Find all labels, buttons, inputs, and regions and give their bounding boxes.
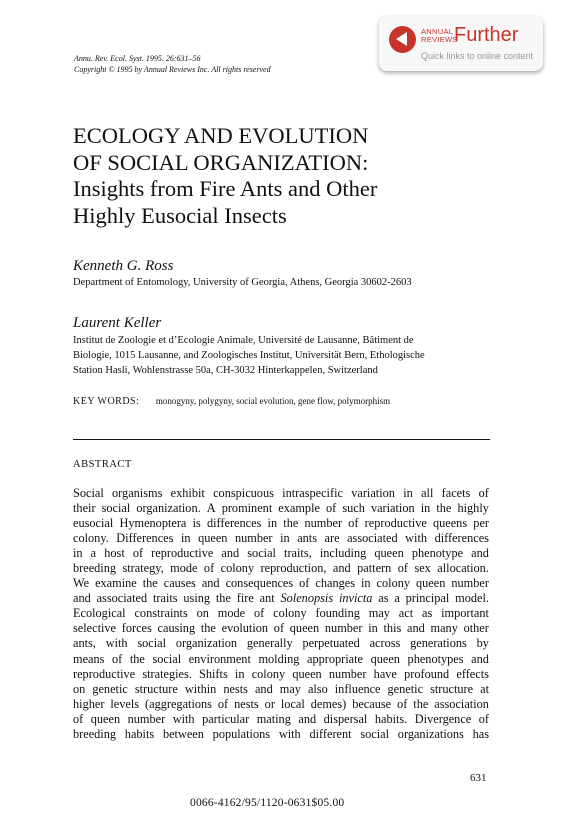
abstract-word: with	[405, 531, 428, 546]
abstract-word: or	[264, 696, 275, 711]
keywords	[73, 396, 390, 407]
abstract-word: reproductive	[73, 666, 136, 681]
abstract-word: and	[201, 576, 220, 591]
abstract-line	[73, 667, 489, 682]
abstract-word: causing	[157, 621, 196, 636]
abstract-word: exhibit	[170, 486, 205, 500]
abstract-word: social	[247, 546, 276, 561]
abstract-line	[73, 591, 489, 606]
abstract-word: the	[283, 516, 299, 531]
abstract-word: examine	[95, 576, 137, 591]
badge-tagline: Quick links to online content	[421, 51, 534, 61]
author-affiliation: Department of Entomology, University of Georgia, Athens, Georgia 30602-2603	[73, 277, 412, 288]
abstract-word: host	[104, 546, 125, 561]
abstract-word: in	[368, 621, 378, 636]
abstract-word: molding	[258, 651, 300, 666]
abstract-word: act	[398, 606, 414, 621]
abstract-word: the	[413, 696, 429, 711]
abstract-word: founding	[315, 606, 360, 621]
abstract-word: such	[342, 501, 365, 516]
abstract-word: breeding	[73, 726, 117, 741]
abstract-word: the	[436, 501, 452, 516]
abstract-word: number	[328, 666, 367, 681]
abstract-word: generations	[410, 636, 467, 651]
abstract-word: highly	[457, 501, 489, 516]
abstract-word: of	[348, 516, 359, 531]
abstract-word: and	[471, 546, 489, 561]
abstract-word: may	[368, 606, 390, 621]
abstract-word: associated	[347, 531, 398, 546]
abstract-word: of	[478, 711, 489, 726]
article-title	[73, 123, 493, 229]
abstract-word: social	[137, 636, 167, 651]
abstract-word: colony	[251, 666, 286, 681]
abstract-word: Differences	[116, 531, 174, 546]
author-name: Laurent Keller	[73, 315, 162, 331]
abstract-word: and	[221, 546, 240, 561]
abstract-word: ants,	[73, 636, 96, 651]
play-arrow-icon	[389, 26, 416, 53]
abstract-word: in	[403, 486, 413, 500]
abstract-word: constraints	[134, 606, 188, 621]
abstract-word: genetic	[92, 681, 128, 696]
abstract-word: and	[254, 681, 273, 696]
abstract-word: habits	[124, 726, 155, 741]
abstract-word: queen	[198, 531, 228, 546]
abstract-word: social	[152, 651, 182, 666]
abstract-word: higher	[73, 696, 105, 711]
abstract-word: appropriate	[307, 651, 364, 666]
abstract-word: prominent	[221, 501, 273, 516]
abstract-word: and	[332, 561, 351, 576]
abstract-word: queen	[90, 711, 121, 726]
abstract-word: with	[278, 726, 301, 741]
abstract-word: generally	[246, 636, 293, 651]
abstract-word: number	[234, 531, 273, 546]
abstract-word: sex	[414, 561, 431, 576]
abstract-word: this	[383, 621, 402, 636]
abstract-word: differences	[206, 516, 262, 531]
badge-brand-small: ANNUAL REVIEWS	[421, 27, 458, 44]
abstract-word: traits,	[284, 546, 312, 561]
abstract-word: Social	[73, 486, 104, 500]
abstract-word: We	[73, 576, 90, 591]
abstract-word: other	[463, 621, 489, 636]
abstract-word: and	[407, 621, 425, 636]
abstract-word: Divergence	[414, 711, 472, 726]
abstract-word: profound	[404, 666, 450, 681]
abstract-word: model.	[455, 591, 489, 606]
abstract-word: queen	[374, 546, 404, 561]
abstract-word: of	[254, 606, 265, 621]
abstract-word: environment	[188, 651, 251, 666]
title-line: ECOLOGY AND EVOLUTION	[73, 123, 369, 148]
abstract-word: many	[430, 621, 458, 636]
abstract-line	[73, 621, 489, 636]
abstract-word: on	[73, 681, 86, 696]
abstract-word: forces	[121, 621, 152, 636]
author-affiliation: Institut de Zoologie et d’Ecologie Animale, Université de Lausanne, Bâtiment de Biologie, 1015 Lausanne, and Zoologisches Institut, Universität Bern, Ethologische Station Hasli, Wohlenstrasse 50a, CH-3032 Hinterkappelen, Switzerland	[73, 335, 425, 376]
abstract-word: per	[473, 516, 489, 531]
abstract-word: structure	[430, 681, 474, 696]
citation	[74, 53, 271, 75]
abstract-word: of	[112, 651, 123, 666]
abstract-word: as	[422, 606, 433, 621]
abstract-word: of	[217, 696, 229, 711]
abstract-word: also	[307, 681, 328, 696]
abstract-word: ant	[259, 591, 275, 606]
keywords-list: monogyny, polygyny, social evolution, gene flow, polymorphism	[155, 396, 391, 406]
abstract-line	[73, 546, 489, 561]
abstract-word: reproduction,	[260, 561, 327, 576]
abstract-word: with	[172, 711, 195, 726]
abstract-word: mode	[170, 561, 198, 576]
abstract-word: social	[360, 726, 390, 741]
abstract-word: example	[278, 501, 320, 516]
abstract-word: across	[369, 636, 401, 651]
abstract-heading: ABSTRACT	[73, 459, 132, 470]
abstract-word: influence	[334, 681, 381, 696]
abstract-word: in	[73, 546, 83, 561]
abstract-body	[73, 486, 489, 742]
abstract-word: number	[127, 711, 166, 726]
abstract-word: colony	[376, 576, 411, 591]
abstract-word: organization.	[136, 501, 201, 516]
abstract-word: invicta	[338, 591, 373, 606]
abstract-word: a	[394, 591, 400, 606]
abstract-word: causes	[163, 576, 196, 591]
abstract-word: levels	[110, 696, 140, 711]
abstract-line	[73, 516, 489, 531]
abstract-line	[73, 697, 489, 712]
abstract-word: the	[142, 576, 158, 591]
abstract-word: and	[471, 651, 489, 666]
abstract-word: variation	[351, 486, 395, 500]
abstract-word: reproductive	[151, 546, 214, 561]
abstract-word: all	[421, 486, 434, 500]
abstract-word: by	[476, 636, 489, 651]
abstract-word: the	[215, 591, 231, 606]
abstract-word: in	[234, 666, 245, 681]
abstract-word: strategies.	[142, 666, 192, 681]
abstract-word: eusocial	[73, 516, 114, 531]
abstract-line	[73, 576, 489, 591]
abstract-word: selective	[73, 621, 117, 636]
author-name: Kenneth G. Ross	[73, 258, 174, 274]
abstract-line	[73, 486, 489, 501]
abstract-word: strategy,	[122, 561, 164, 576]
abstract-word: effects	[456, 666, 489, 681]
abstract-word: consequences	[225, 576, 294, 591]
abstract-word: Ecological	[73, 606, 126, 621]
abstract-word: evolution	[221, 621, 269, 636]
abstract-word: using	[183, 591, 211, 606]
abstract-word: organisms	[112, 486, 163, 500]
further-badge[interactable]	[379, 16, 543, 71]
abstract-word: their	[73, 501, 96, 516]
abstract-word: between	[162, 726, 204, 741]
abstract-word: on	[196, 606, 209, 621]
abstract-word: differences	[434, 531, 489, 546]
abstract-word: in	[420, 501, 431, 516]
abstract-word: are	[324, 531, 340, 546]
abstract-line	[73, 652, 489, 667]
abstract-word: of	[73, 711, 84, 726]
abstract-word: at	[480, 681, 489, 696]
abstract-word: facets	[441, 486, 471, 500]
abstract-word: pattern	[357, 561, 392, 576]
abstract-word: of	[132, 546, 144, 561]
abstract-word: habits.	[374, 711, 408, 726]
abstract-word: because	[352, 696, 392, 711]
abstract-word: mode	[217, 606, 246, 621]
abstract-word: phenotype	[411, 546, 464, 561]
abstract-word: in	[280, 531, 290, 546]
abstract-word: number	[451, 576, 489, 591]
abstract-word: including	[319, 546, 367, 561]
abstract-line	[73, 727, 489, 742]
abstract-word: nests	[234, 696, 259, 711]
abstract-word: and	[298, 711, 317, 726]
keywords-label: KEY WORDS:	[73, 396, 140, 407]
abstract-word: number	[324, 621, 363, 636]
abstract-word: of	[299, 576, 310, 591]
abstract-word: colony.	[73, 531, 109, 546]
abstract-word: allocation.	[437, 561, 489, 576]
abstract-line	[73, 682, 489, 697]
abstract-word: breeding	[73, 561, 117, 576]
abstract-word: demes)	[310, 696, 347, 711]
abstract-word: in	[360, 576, 371, 591]
abstract-word: organizations	[397, 726, 464, 741]
abstract-word: within	[184, 681, 217, 696]
title-line: Insights from Fire Ants and Other	[73, 176, 378, 201]
title-line: OF SOCIAL ORGANIZATION:	[73, 149, 369, 175]
abstract-word: of	[397, 696, 408, 711]
abstract-word: in	[180, 531, 191, 546]
abstract-line	[73, 501, 489, 516]
abstract-word: mating	[256, 711, 291, 726]
abstract-word: of	[478, 486, 489, 500]
abstract-word: dispersal	[323, 711, 368, 726]
abstract-word: traits	[152, 591, 178, 606]
abstract-word: in	[267, 516, 278, 531]
abstract-word: fire	[236, 591, 254, 606]
abstract-word: of	[397, 561, 408, 576]
abstract-word: Hymenoptera	[119, 516, 187, 531]
abstract-word: associated	[96, 591, 148, 606]
abstract-word: means	[73, 651, 105, 666]
abstract-word: colony	[273, 606, 307, 621]
citation-copyright: Copyright © 1995 by Annual Reviews Inc. All rights reserved	[74, 65, 271, 74]
abstract-word: important	[441, 606, 489, 621]
abstract-word: may	[279, 681, 301, 696]
abstract-word: different	[309, 726, 352, 741]
abstract-word: with	[105, 636, 128, 651]
abstract-line	[73, 531, 489, 546]
page-number: 631	[470, 772, 487, 784]
abstract-word: local	[280, 696, 305, 711]
abstract-word: the	[129, 651, 145, 666]
abstract-word: a	[90, 546, 97, 561]
abstract-word: intraspecific	[282, 486, 343, 500]
abstract-word: the	[200, 621, 216, 636]
abstract-word: principal	[405, 591, 450, 606]
abstract-word: of	[203, 561, 215, 576]
abstract-line	[73, 636, 489, 651]
abstract-word: Solenopsis	[280, 591, 334, 606]
citation-journal: Annu. Rev. Ecol. Syst. 1995. 26:631–56	[74, 54, 201, 63]
abstract-word: queen	[370, 651, 400, 666]
abstract-word: as	[378, 591, 389, 606]
abstract-word: structure	[134, 681, 178, 696]
abstract-word: of	[273, 621, 285, 636]
abstract-word: nests	[223, 681, 248, 696]
abstract-word: is	[192, 516, 201, 531]
abstract-word: conspicuous	[213, 486, 274, 500]
abstract-word: queen	[289, 621, 320, 636]
abstract-word: queen	[292, 666, 322, 681]
abstract-word: populations	[212, 726, 271, 741]
abstract-word: have	[373, 666, 397, 681]
abstract-word: particular	[202, 711, 250, 726]
abstract-word: perpetuated	[302, 636, 360, 651]
abstract-word: number	[304, 516, 343, 531]
abstract-word: of	[326, 501, 337, 516]
abstract-line	[73, 561, 489, 576]
badge-brand-big: Further	[454, 24, 519, 46]
divider	[73, 439, 490, 440]
abstract-word: (aggregations	[145, 696, 212, 711]
abstract-word: colony	[220, 561, 255, 576]
abstract-word: A	[206, 501, 216, 516]
title-line: Highly Eusocial Insects	[73, 202, 287, 228]
abstract-word: Shifts	[199, 666, 228, 681]
abstract-word: ants	[297, 531, 317, 546]
abstract-line	[73, 606, 489, 621]
abstract-word: phenotypes	[407, 651, 464, 666]
abstract-word: reproductive	[364, 516, 427, 531]
abstract-word: social	[101, 501, 131, 516]
abstract-word: genetic	[387, 681, 424, 696]
abstract-word: queen	[416, 576, 446, 591]
abstract-word: organization	[175, 636, 238, 651]
footer-code: 0066-4162/95/1120-0631$05.00	[190, 797, 345, 809]
abstract-word: queens	[432, 516, 468, 531]
abstract-word: association	[434, 696, 489, 711]
abstract-word: has	[472, 726, 489, 741]
abstract-word: and	[73, 591, 91, 606]
abstract-word: changes	[315, 576, 355, 591]
abstract-word: variation	[370, 501, 415, 516]
abstract-line	[73, 712, 489, 727]
